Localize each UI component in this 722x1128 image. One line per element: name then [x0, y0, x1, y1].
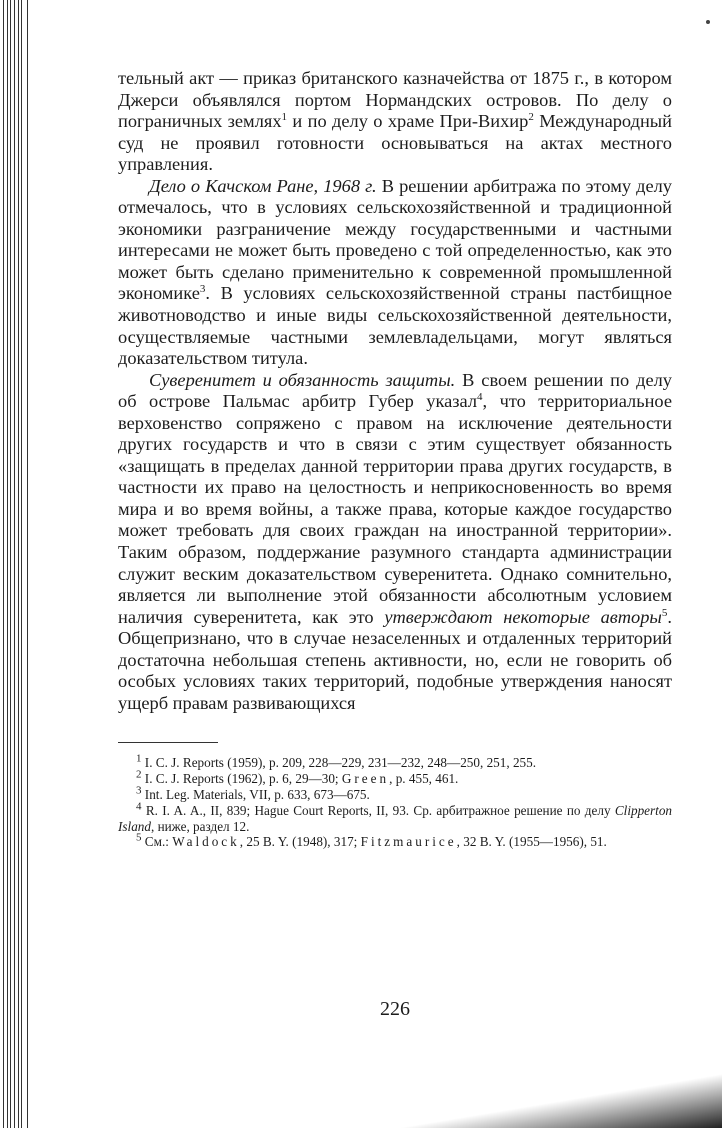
body-text	[118, 68, 672, 714]
section-title-sovereignty: Суверенитет и обязанность защиты.	[149, 369, 456, 390]
paragraph-1: тельный акт — приказ британского казначейства от 1875 г., в котором Джерси объявлялся портом Нормандских островов. По делу о пограничных землях$^1$ и по делу о храме При-Вихир$^2$ Международный суд не проявил готовности основываться на актах местного управления.	[118, 68, 672, 175]
footnotes	[118, 755, 672, 850]
paragraph-2: Дело о Качском Ране, 1968 г. В решении арбитража по этому делу отмечалось, что в условиях сельскохозяйственной и традиционной экономики разграничение между государственными и частными интересами не может быть проведено с той определенностью, как это может быть сделано применительно к современной промышленной экономике$^3$. В условиях сельскохозяйственной страны пастбищное животноводство и иные виды сельскохозяйственной деятельности, осуществляемые частными землевладельцами, могут являться доказательством титула.	[118, 175, 673, 369]
footnote-3: $^3$ Int. Leg. Materials, VII, p. 633, 673—675.	[136, 784, 370, 802]
scan-binding-edge	[0, 0, 40, 1128]
page-number: 226	[380, 998, 410, 1020]
footnote-ref-5: 5	[661, 606, 668, 619]
footnote-ref-3: 3	[199, 283, 206, 296]
footnote-1: $^1$ I. C. J. Reports (1959), p. 209, 228—229, 231—232, 248—250, 251, 255.	[136, 753, 537, 771]
scan-speck	[706, 20, 710, 24]
page-content	[118, 68, 672, 850]
paragraph-3: Суверенитет и обязанность защиты. В своем решении по делу об острове Пальмас арбитр Губер указал$^4$, что территориальное верховенство сопряжено с правом на исключение деятельности других государств и что в связи с этим существует обязанность «защищать в пределах данной территории права других государств, в частности их право на целостность и неприкосновенность во время мира и во время войны, а также права, которые каждое государство может требовать для своих граждан на иностранной территории». Таким образом, поддержание разумного стандарта администрации служит веским доказательством суверенитета. Однако сомнительно, является ли выполнение этой обязанности абсолютным условием наличия суверенитета, как это утверждают некоторые авторы$^5$. Общепризнано, что в случае незаселенных и отдаленных территорий достаточна небольшая степень активности, но, если не говорить об особых условиях таких территорий, подобные утверждения наносят ущерб правам развивающихся	[118, 369, 673, 713]
scan-shadow-corner	[362, 1068, 722, 1128]
footnote-ref-2: 2	[528, 110, 534, 123]
footnote-5: $^5$ См.: Waldock, 25 B. Y. (1948), 317; Fitzmaurice, 32 B. Y. (1955—1956), 51.	[136, 832, 607, 850]
footnote-4: $^4$ R. I. A. A., II, 839; Hague Court Reports, II, 93. Ср. арбитражное решение по делу Clipperton Island, ниже, раздел 12.	[118, 800, 673, 834]
footnote-divider	[118, 742, 218, 743]
footnote-ref-4: 4	[477, 391, 483, 404]
section-title-kutch: Дело о Качском Ране, 1968 г.	[149, 175, 377, 196]
footnote-ref-1: 1	[281, 110, 288, 123]
footnote-2: $^2$ I. C. J. Reports (1962), p. 6, 29—30; Green, p. 455, 461.	[136, 768, 459, 787]
